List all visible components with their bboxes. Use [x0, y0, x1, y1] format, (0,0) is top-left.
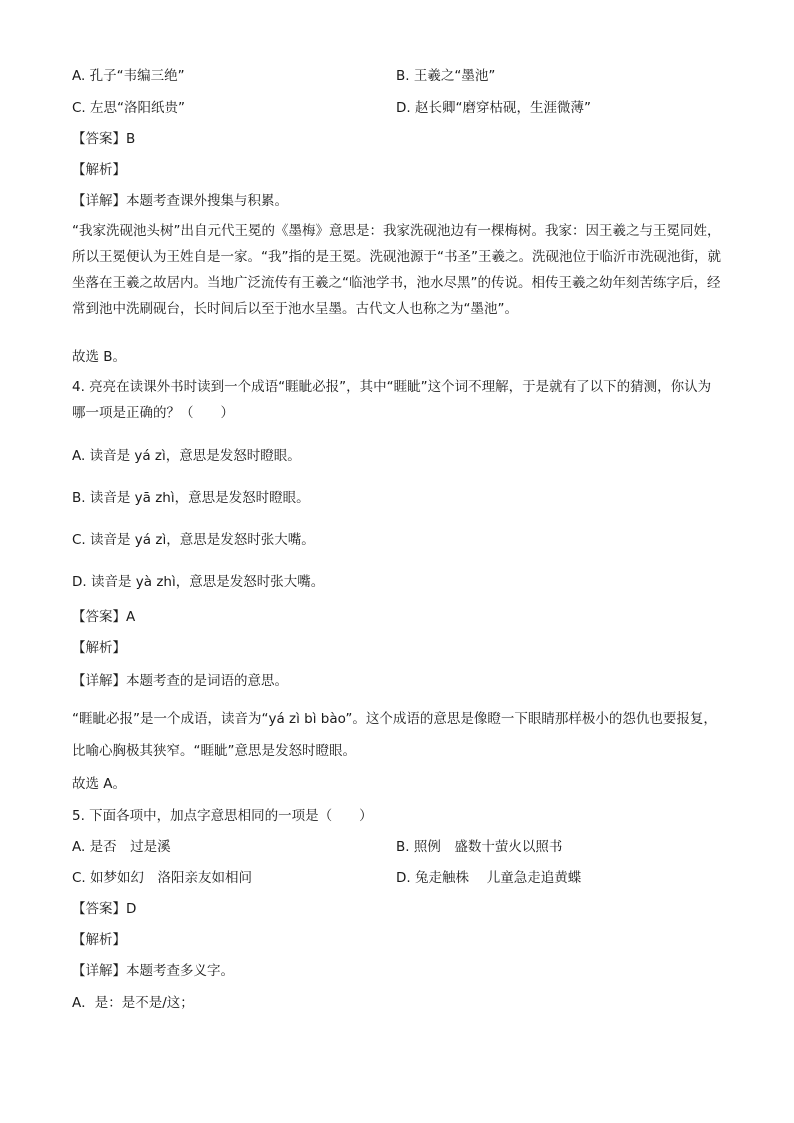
q5-option-c: C. 如梦如幻 洛阳亲友如相问	[72, 870, 253, 886]
q5-item-a: A．是：是不是/这；	[72, 995, 194, 1011]
q4-option-b: B. 读音是 yā zhì，意思是发怒时瞪眼。	[72, 490, 310, 506]
q5-analysis-heading: 【解析】	[72, 932, 126, 948]
q4-analysis-heading: 【解析】	[72, 640, 126, 656]
q3-analysis-heading: 【解析】	[72, 162, 126, 178]
q3-option-a: A. 孔子“韦编三绝”	[72, 68, 185, 84]
q3-conclusion: 故选 B。	[72, 349, 127, 365]
q4-stem: 4. 亮亮在读课外书时读到一个成语“睚眦必报”，其中“睚眦”这个词不理解，于是就有了以下的猜测，你认为哪一项是正确的？（ ）	[72, 379, 712, 421]
q5-detail: 【详解】本题考查多义字。	[72, 963, 234, 979]
q3-option-c: C. 左思“洛阳纸贵”	[72, 100, 185, 116]
q5-answer: 【答案】D	[72, 901, 137, 917]
q4-conclusion: 故选 A。	[72, 776, 127, 792]
q5-stem: 5. 下面各项中，加点字意思相同的一项是（ ）	[72, 808, 373, 824]
q3-option-b: B. 王羲之“墨池”	[396, 68, 496, 84]
q3-answer: 【答案】B	[72, 131, 136, 147]
q4-detail: 【详解】本题考查的是词语的意思。	[72, 673, 288, 689]
q4-option-c: C. 读音是 yá zì，意思是发怒时张大嘴。	[72, 532, 315, 548]
q4-option-d: D. 读音是 yà zhì，意思是发怒时张大嘴。	[72, 574, 325, 590]
q3-explanation: “我家洗砚池头树”出自元代王冕的《墨梅》意思是：我家洗砚池边有一棵梅树。我家：因王羲之与王冕同姓，所以王冕便认为王姓自是一家。“我”指的是王冕。洗砚池源于“书圣”王羲之。洗砚池位于临沂市洗砚池街，就坐落在王羲之故居内。当地广泛流传有王羲之“临池学书，池水尽黑”的传说。相传王羲之幼年刻苦练字后，经常到池中洗刷砚台，长时间后以至于池水呈墨。古代文人也称之为“墨池”。	[72, 223, 721, 317]
q5-option-d: D. 兔走触株 儿童急走追黄蝶	[396, 870, 582, 886]
q3-detail: 【详解】本题考查课外搜集与积累。	[72, 193, 288, 209]
q5-option-a: A. 是否 过是溪	[72, 839, 171, 855]
q4-explanation: “睚眦必报”是一个成语，读音为“yá zì bì bào”。这个成语的意思是像瞪一下眼睛那样极小的怨仇也要报复，比喻心胸极其狭窄。“睚眦”意思是发怒时瞪眼。	[72, 711, 717, 759]
q4-option-a: A. 读音是 yá zì，意思是发怒时瞪眼。	[72, 448, 301, 464]
q4-answer: 【答案】A	[72, 609, 136, 625]
q3-option-d: D. 赵长卿“磨穿枯砚，生涯微薄”	[396, 100, 591, 116]
q5-option-b: B. 照例 盛数十萤火以照书	[396, 839, 563, 855]
